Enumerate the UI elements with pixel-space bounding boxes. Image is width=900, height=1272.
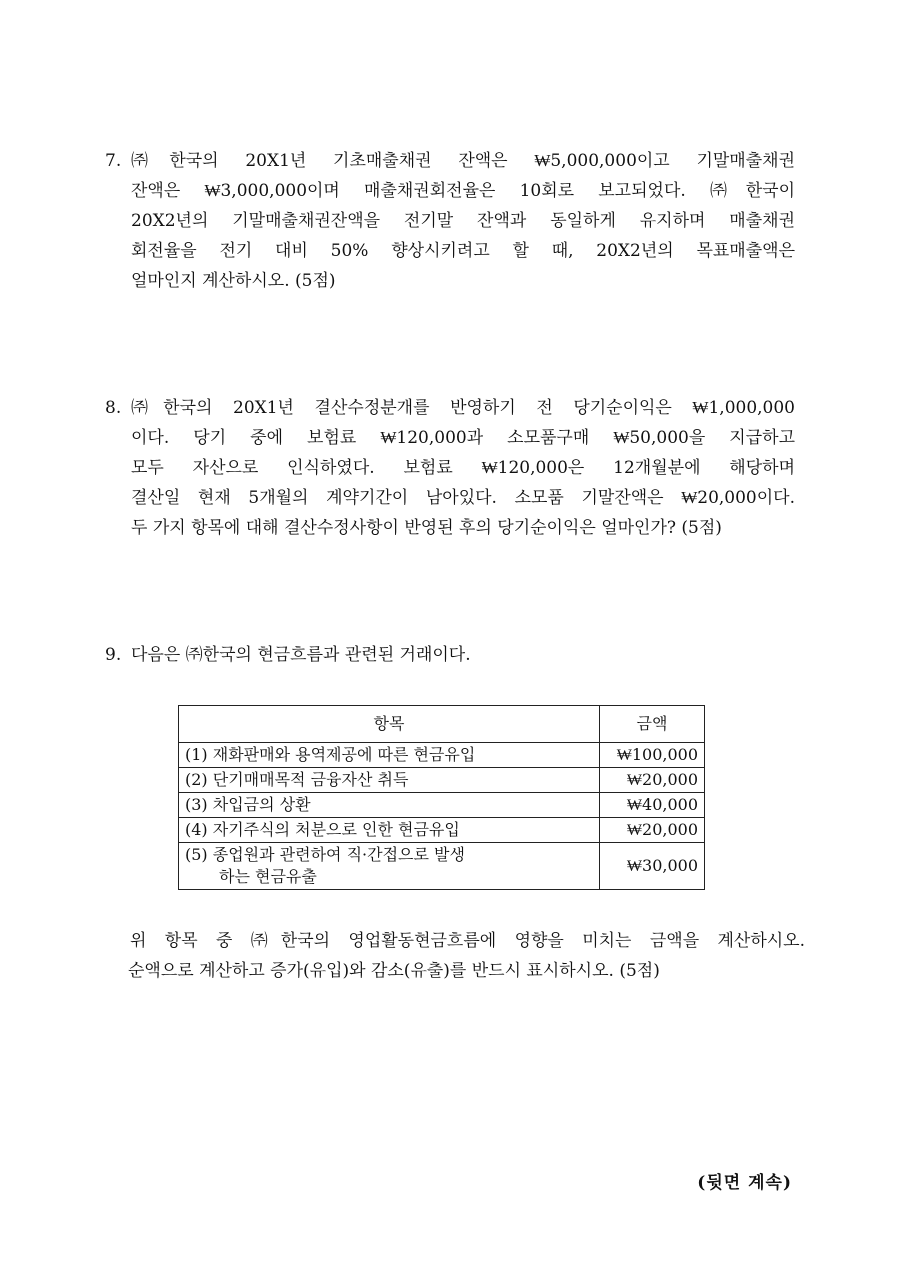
row-amount: ₩20,000: [600, 768, 705, 793]
row-item: (4) 자기주식의 처분으로 인한 현금유입: [179, 818, 600, 843]
row-amount: ₩40,000: [600, 793, 705, 818]
row-amount: ₩100,000: [600, 743, 705, 768]
question-text-line: 이다. 당기 중에 보험료 ₩120,000과 소모품구매 ₩50,000을 지급하고: [131, 428, 795, 448]
question-text-line: ㈜한국의 20X1년 결산수정분개를 반영하기 전 당기순이익은 ₩1,000,000: [131, 398, 795, 418]
row-item: [179, 843, 600, 890]
question-text-line: 두 가지 항목에 대해 결산수정사항이 반영된 후의 당기순이익은 얼마인가? (5점): [131, 518, 722, 538]
question-7: [105, 146, 795, 296]
question-text-line: 다음은 ㈜한국의 현금흐름과 관련된 거래이다.: [131, 645, 471, 665]
question-number: 7.: [105, 151, 122, 171]
question-number: 9.: [105, 645, 122, 665]
header-item: 항목: [179, 706, 600, 743]
row-item: (1) 재화판매와 용역제공에 따른 현금유입: [179, 743, 600, 768]
table-row: [179, 768, 705, 793]
cashflow-table: [178, 705, 705, 890]
row-item: (2) 단기매매목적 금융자산 취득: [179, 768, 600, 793]
instruction-line: 위 항목 중 ㈜한국의 영업활동현금흐름에 영향을 미치는 금액을 계산하시오.: [130, 931, 805, 951]
question-number: 8.: [105, 398, 122, 418]
table-row: [179, 843, 705, 890]
question-text-line: ㈜한국의 20X1년 기초매출채권 잔액은 ₩5,000,000이고 기말매출채권: [131, 151, 795, 171]
instruction-line: 순액으로 계산하고 증가(유입)와 감소(유출)를 반드시 표시하시오. (5점): [128, 961, 660, 981]
row-amount: ₩30,000: [600, 843, 705, 890]
question-text-line: 얼마인지 계산하시오. (5점): [131, 271, 336, 291]
question-text-line: 결산일 현재 5개월의 계약기간이 남아있다. 소모품 기말잔액은 ₩20,000이다.: [131, 488, 795, 508]
question-9-instruction: [130, 926, 805, 986]
question-9: [105, 640, 795, 670]
question-8: [105, 393, 795, 543]
question-text-line: 회전율을 전기 대비 50% 향상시키려고 할 때, 20X2년의 목표매출액은: [131, 241, 795, 261]
table-row: [179, 793, 705, 818]
row-item-line: (5) 종업원과 관련하여 직·간접으로 발생: [185, 845, 465, 864]
table-header-row: [179, 706, 705, 743]
row-amount: ₩20,000: [600, 818, 705, 843]
row-item: (3) 차입금의 상환: [179, 793, 600, 818]
question-text-line: 모두 자산으로 인식하였다. 보험료 ₩120,000은 12개월분에 해당하며: [131, 458, 795, 478]
row-item-line-continued: 하는 현금유출: [219, 867, 317, 886]
header-amount: 금액: [600, 706, 705, 743]
question-text-line: 잔액은 ₩3,000,000이며 매출채권회전율은 10회로 보고되었다. ㈜한국이: [131, 181, 795, 201]
continued-on-back-label: (뒷면 계속): [697, 1173, 792, 1193]
table-row: [179, 818, 705, 843]
table-row: [179, 743, 705, 768]
question-text-line: 20X2년의 기말매출채권잔액을 전기말 잔액과 동일하게 유지하며 매출채권: [131, 211, 795, 231]
